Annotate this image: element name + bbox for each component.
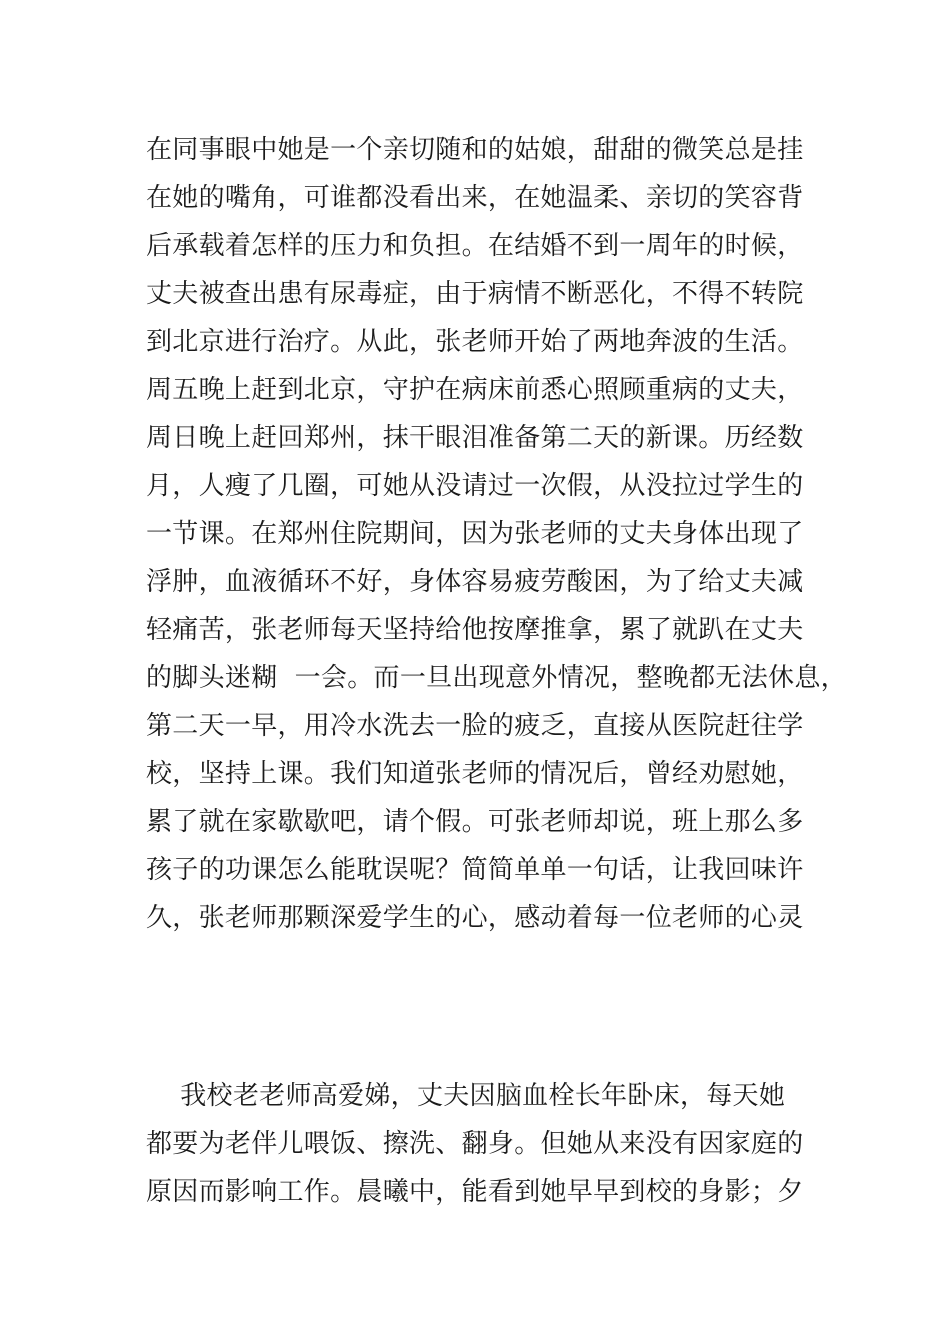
text-line: 丈夫被查出患有尿毒症，由于病情不断恶化，不得不转院	[146, 279, 804, 309]
text-line: 累了就在家歇歇吧，请个假。可张老师却说，班上那么多	[146, 807, 804, 837]
text-line: 月，人瘦了几圈，可她从没请过一次假，从没拉过学生的	[146, 471, 804, 501]
text-line: 浮肿，血液循环不好，身体容易疲劳酸困，为了给丈夫减	[146, 567, 804, 597]
text-line: 都要为老伴儿喂饭、擦洗、翻身。但她从来没有因家庭的	[146, 1129, 804, 1159]
text-line: 周日晚上赶回郑州，抹干眼泪准备第二天的新课。历经数	[146, 423, 804, 453]
text-line: 轻痛苦，张老师每天坚持给他按摩推拿，累了就趴在丈夫	[146, 615, 804, 645]
text-line: 到北京进行治疗。从此，张老师开始了两地奔波的生活。	[146, 327, 804, 357]
text-line: 校，坚持上课。我们知道张老师的情况后，曾经劝慰她，	[146, 759, 804, 789]
text-line: 后承载着怎样的压力和负担。在结婚不到一周年的时候，	[146, 231, 804, 261]
text-line: 孩子的功课怎么能耽误呢？简简单单一句话，让我回味许	[146, 855, 804, 885]
text-line: 第二天一早，用冷水洗去一脸的疲乏，直接从医院赶往学	[146, 711, 804, 741]
text-line: 在她的嘴角，可谁都没看出来，在她温柔、亲切的笑容背	[146, 183, 804, 213]
text-line: 久，张老师那颗深爱学生的心，感动着每一位老师的心灵	[146, 903, 804, 933]
text-line: 我校老老师高爱娣，丈夫因脑血栓长年卧床，每天她	[146, 1081, 786, 1111]
text-line: 一节课。在郑州住院期间，因为张老师的丈夫身体出现了	[146, 519, 804, 549]
text-line: 的脚头迷糊 一会。而一旦出现意外情况，整晚都无法休息，	[146, 663, 847, 693]
text-line: 周五晚上赶到北京，守护在病床前悉心照顾重病的丈夫，	[146, 375, 804, 405]
text-line: 原因而影响工作。晨曦中，能看到她早早到校的身影；夕	[146, 1177, 804, 1207]
text-line: 在同事眼中她是一个亲切随和的姑娘，甜甜的微笑总是挂	[146, 135, 804, 165]
